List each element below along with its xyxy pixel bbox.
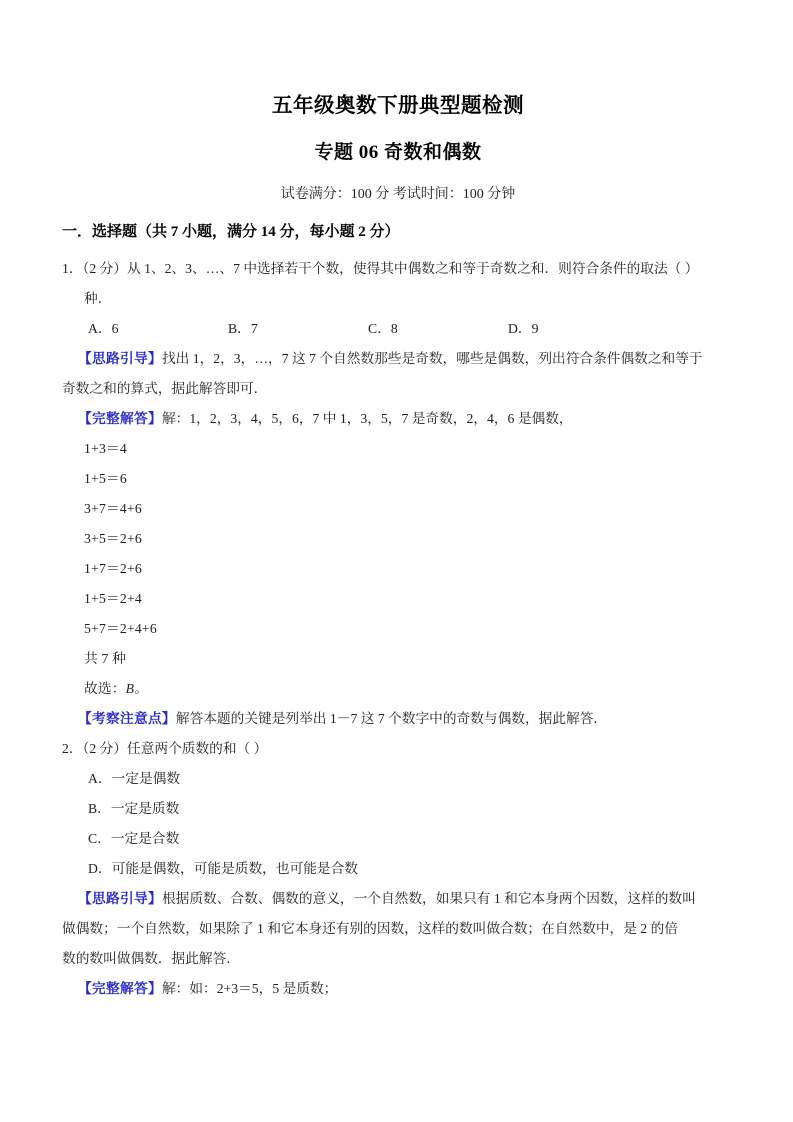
equation-line: 1+7＝2+6 <box>84 561 142 577</box>
option-text: 9 <box>531 321 539 337</box>
question-1-options <box>62 314 734 344</box>
question-2-option-d[interactable] <box>62 854 734 884</box>
document-subtitle: 专题 06 奇数和偶数 <box>314 141 482 163</box>
option-text: 一定是偶数 <box>111 771 181 787</box>
hint-text-line-2: 做偶数；一个自然数，如果除了 1 和它本身还有别的因数，这样的数叫做合数；在自然数中，是 2 的倍 <box>62 921 678 937</box>
question-2-stem <box>62 734 734 764</box>
equation-line: 1+5＝6 <box>84 471 127 487</box>
equation-line: 1+3＝4 <box>84 441 127 457</box>
final-answer-value: B <box>125 681 135 697</box>
option-letter: D． <box>88 861 112 877</box>
hint-label: 【思路引导】 <box>78 351 162 367</box>
question-2-solution <box>62 974 734 1004</box>
final-answer-prefix: 故选： <box>84 681 126 697</box>
solution-text-line-1: 解：如：2+3＝5，5 是质数； <box>161 981 338 997</box>
question-2-hint <box>62 884 734 974</box>
hint-text-line-1: 根据质数、合数、偶数的意义，一个自然数，如果只有 1 和它本身两个因数，这样的数叫 <box>161 891 696 907</box>
question-1-stem-line-1: 1．（2 分）从 1、2、3、…、7 中选择若干个数，使得其中偶数之和等于奇数之和．则符合条件的取法（ ） <box>62 261 699 277</box>
document-title: 五年级奥数下册典型题检测 <box>272 95 524 117</box>
option-text: 一定是质数 <box>110 801 180 817</box>
document-body <box>62 96 734 1004</box>
option-letter: B． <box>88 801 111 817</box>
hint-text-line-3: 数的数叫做偶数．据此解答． <box>62 951 240 967</box>
option-text: 7 <box>250 321 258 337</box>
option-text: 一定是合数 <box>110 831 180 847</box>
question-1-option-c[interactable] <box>368 314 508 344</box>
final-answer-suffix: 。 <box>134 681 149 697</box>
exam-meta-line: 试卷满分：100 分 考试时间：100 分钟 <box>280 186 516 202</box>
question-2-option-c[interactable] <box>62 824 734 854</box>
note-text: 解答本题的关键是列举出 1－7 这 7 个数字中的奇数与偶数，据此解答． <box>175 711 608 727</box>
question-1-option-b[interactable] <box>228 314 368 344</box>
equation-line: 5+7＝2+4+6 <box>84 621 157 637</box>
option-text: 8 <box>390 321 398 337</box>
solution-label: 【完整解答】 <box>78 981 162 997</box>
option-text: 6 <box>111 321 119 337</box>
option-letter: A． <box>88 771 112 787</box>
section-heading-multiple-choice: 一．选择题（共 7 小题，满分 14 分，每小题 2 分） <box>62 223 400 240</box>
question-1-option-d[interactable] <box>508 314 648 344</box>
option-letter: C． <box>88 831 111 847</box>
hint-text-line-1: 找出 1，2，3，…，7 这 7 个自然数那些是奇数，哪些是偶数，列出符合条件偶数之和等于 <box>161 351 703 367</box>
question-2-option-b[interactable] <box>62 794 734 824</box>
solution-label: 【完整解答】 <box>78 411 162 427</box>
question-2-option-a[interactable] <box>62 764 734 794</box>
option-letter: B． <box>228 321 251 337</box>
question-2-stem-line-1: 2．（2 分）任意两个质数的和（ ） <box>62 741 268 757</box>
hint-label: 【思路引导】 <box>78 891 162 907</box>
note-label: 【考察注意点】 <box>78 711 176 727</box>
question-1-note <box>62 704 734 734</box>
equation-line: 3+5＝2+6 <box>84 531 142 547</box>
hint-text-line-2: 奇数之和的算式，据此解答即可． <box>62 381 268 397</box>
question-1-count-line: 共 7 种 <box>84 651 127 667</box>
question-1-solution <box>62 404 734 434</box>
equation-line: 1+5＝2+4 <box>84 591 142 607</box>
solution-text-line-1: 解：1，2，3，4，5，6，7 中 1，3，5，7 是奇数，2，4，6 是偶数， <box>161 411 573 427</box>
option-letter: C． <box>368 321 391 337</box>
question-1-option-a[interactable] <box>88 314 228 344</box>
question-1-final-answer <box>62 674 734 704</box>
question-1-hint <box>62 344 734 404</box>
option-text: 可能是偶数，可能是质数，也可能是合数 <box>111 861 358 877</box>
equation-line: 3+7＝4+6 <box>84 501 142 517</box>
option-letter: D． <box>508 321 532 337</box>
question-1-stem <box>62 254 734 314</box>
question-1-stem-line-2: 种． <box>84 291 112 307</box>
option-letter: A． <box>88 321 112 337</box>
